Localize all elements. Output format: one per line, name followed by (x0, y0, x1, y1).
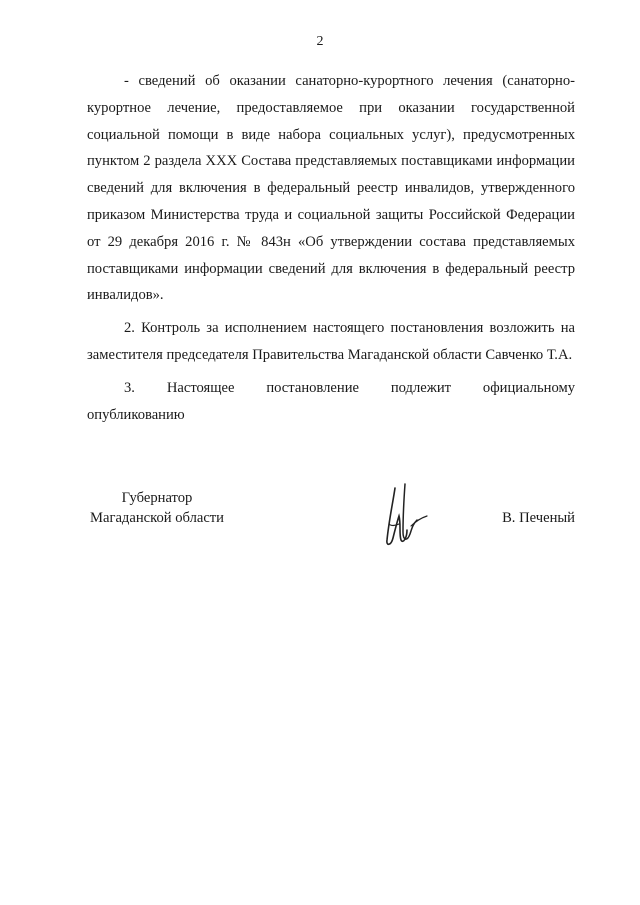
paragraph-sanatorium-info: - сведений об оказании санаторно-курортного лечения (санаторно-курортное лечение, предоставляемое при оказании государственной социальной помощи в виде набора социальных услуг), предусмотренных пунктом 2 раздела XXX Состава представляемых поставщиками информации сведений для включения в федеральный реестр инвалидов, утвержденного приказом Министерства труда и социальной защиты Российской Федерации от 29 декабря 2016 г. № 843н «Об утверждении состава представляемых поставщиками информации сведений для включения в федеральный реестр инвалидов». (87, 73, 575, 304)
signer-name: В. Печеный (502, 510, 575, 526)
page-number: 2 (316, 34, 324, 49)
paragraph-publication-last: опубликованию (87, 406, 185, 423)
document-body (87, 68, 575, 428)
signer-title (87, 488, 227, 528)
handwritten-signature (377, 480, 429, 550)
paragraph-publication (87, 375, 575, 429)
signer-title-line2: Магаданской области (90, 510, 224, 526)
signature-block (87, 488, 575, 558)
signer-title-line1: Губернатор (121, 490, 193, 506)
paragraph-publication-first: 3. Настоящее постановление подлежит официальному (124, 379, 575, 396)
paragraph-control-assignment: 2. Контроль за исполнением настоящего постановления возложить на заместителя председателя Правительства Магаданской области Савченко Т.А. (87, 320, 575, 363)
